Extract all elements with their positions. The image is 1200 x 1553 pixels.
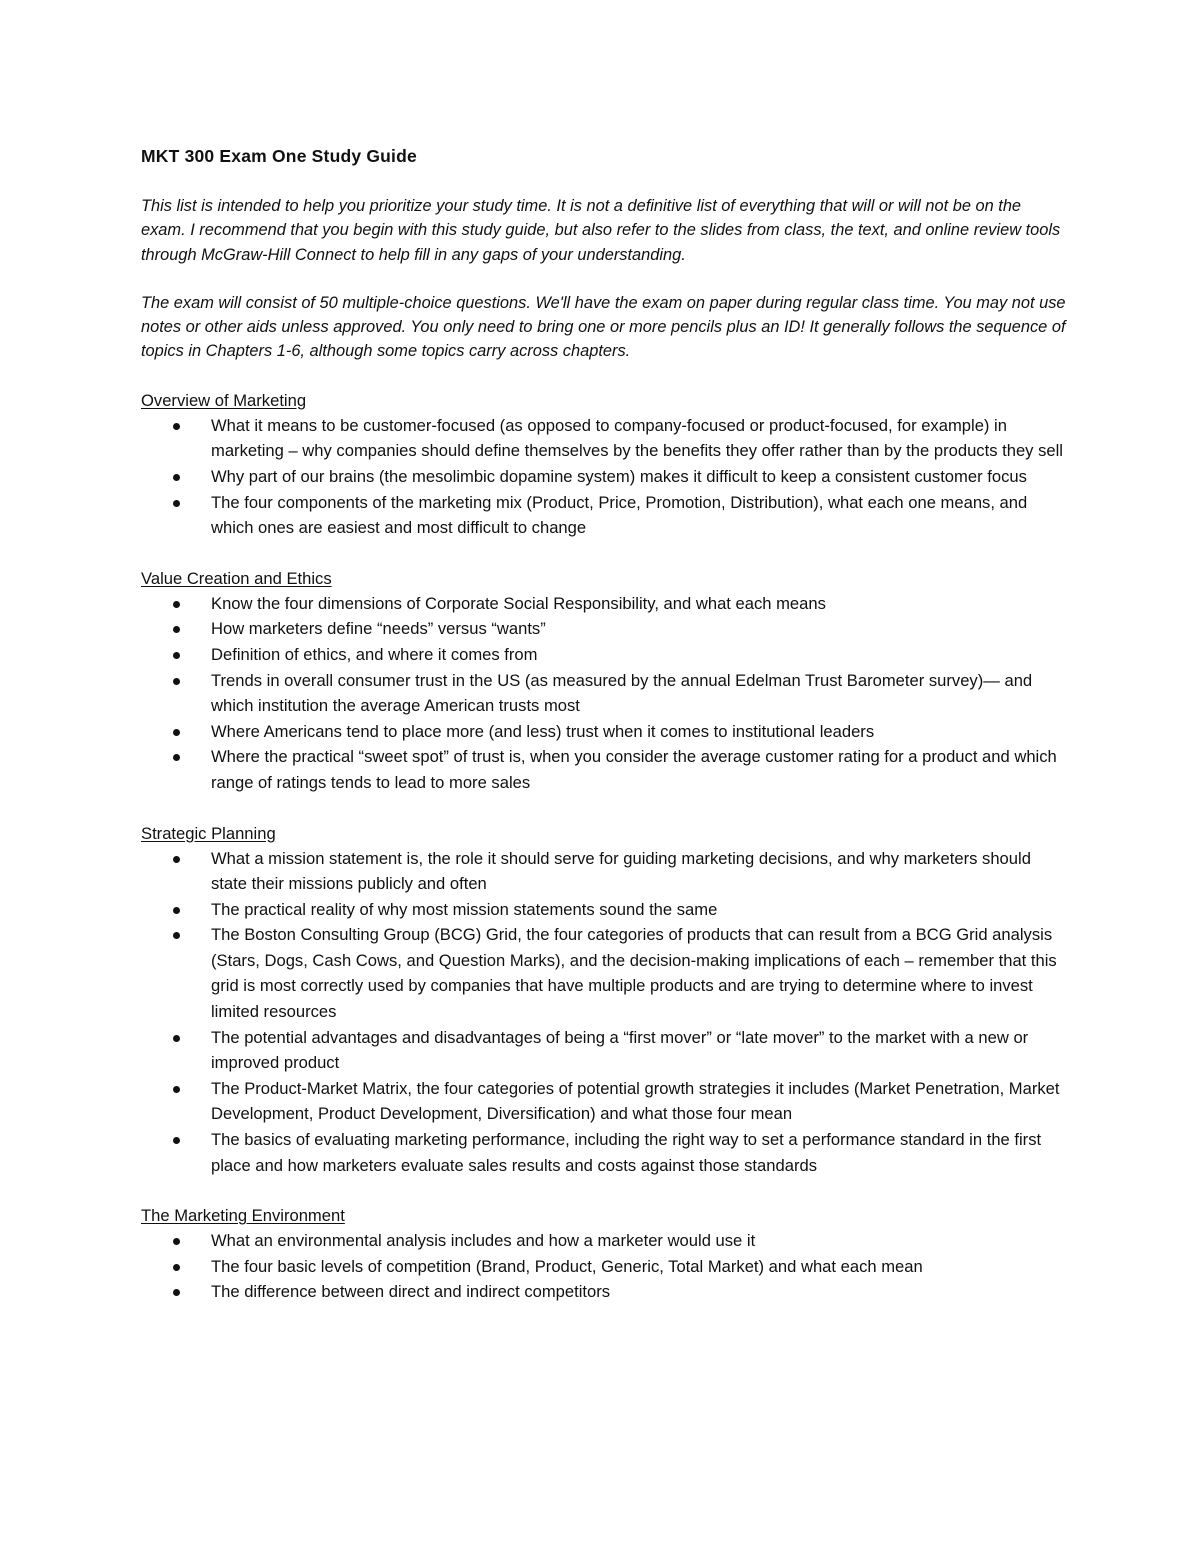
bullet-icon <box>173 754 180 761</box>
bullet-item <box>141 1127 1066 1178</box>
section-overview-of-marketing <box>141 388 1066 541</box>
bullet-text: The four basic levels of competition (Brand, Product, Generic, Total Market) and what each mean <box>211 1256 923 1276</box>
bullet-text: Where the practical “sweet spot” of trust is, when you consider the average customer rating for a product and which range of ratings tends to lead to more sales <box>211 747 1057 792</box>
bullet-text: The difference between direct and indirect competitors <box>211 1282 611 1302</box>
bullet-text: What it means to be customer-focused (as opposed to company-focused or product-focused, for example) in marketing – why companies should define themselves by the benefits they offer rather than by the products they sell <box>211 415 1063 461</box>
section-marketing-environment <box>141 1203 1066 1305</box>
bullet-text: What an environmental analysis includes and how a marketer would use it <box>211 1231 756 1251</box>
intro-paragraph: This list is intended to help you prioritize your study time. It is not a definitive list of everything that will or will not be on the exam. I recommend that you begin with this study guide, but also refer to the slides from class, the text, and online review tools through McGraw-Hill Connect to help fill in any gaps of your understanding. <box>141 197 1061 264</box>
bullet-list <box>141 1228 1066 1305</box>
bullet-icon <box>173 652 180 659</box>
bullet-item <box>141 591 1066 617</box>
bullet-icon <box>173 907 180 914</box>
bullet-text: The basics of evaluating marketing performance, including the right way to set a performance standard in the first place and how marketers evaluate sales results and costs against those standards <box>211 1130 1042 1175</box>
bullet-icon <box>173 1137 180 1144</box>
bullet-text: The four components of the marketing mix (Product, Price, Promotion, Distribution), what each one means, and which ones are easiest and most difficult to change <box>211 492 1028 538</box>
bullet-item <box>141 642 1066 668</box>
bullet-item <box>141 413 1066 464</box>
bullet-item <box>141 897 1066 923</box>
bullet-text: The Product-Market Matrix, the four categories of potential growth strategies it includes (Market Penetration, Market Development, Product Development, Diversification) and what those four mean <box>211 1078 1060 1124</box>
bullet-item <box>141 1254 1066 1280</box>
bullet-icon <box>173 601 180 608</box>
section-strategic-planning <box>141 821 1066 1179</box>
bullet-text: The potential advantages and disadvantages of being a “first mover” or “late mover” to the market with a new or improved product <box>211 1027 1029 1073</box>
bullet-item <box>141 490 1066 541</box>
bullet-text: Trends in overall consumer trust in the US (as measured by the annual Edelman Trust Barometer survey)— and which institution the average American trusts most <box>211 670 1033 716</box>
bullet-icon <box>173 1289 180 1296</box>
bullet-item <box>141 1279 1066 1305</box>
bullet-icon <box>173 856 180 863</box>
bullet-icon <box>173 1086 180 1093</box>
document-body <box>141 144 1066 1330</box>
bullet-text: Definition of ethics, and where it comes from <box>211 644 538 664</box>
bullet-icon <box>173 1264 180 1271</box>
section-heading: Value Creation and Ethics <box>141 568 332 588</box>
bullet-icon <box>173 729 180 736</box>
bullet-item <box>141 616 1066 642</box>
bullet-item <box>141 464 1066 490</box>
bullet-icon <box>173 1238 180 1245</box>
bullet-text: The practical reality of why most mission statements sound the same <box>211 899 718 919</box>
bullet-list <box>141 591 1066 796</box>
bullet-item <box>141 846 1066 897</box>
bullet-text: What a mission statement is, the role it should serve for guiding marketing decisions, and why marketers should state their missions publicly and often <box>211 848 1031 894</box>
bullet-item <box>141 744 1066 795</box>
bullet-icon <box>173 626 180 633</box>
bullet-text: How marketers define “needs” versus “wants” <box>211 619 546 639</box>
bullet-item <box>141 1228 1066 1254</box>
bullet-icon <box>173 423 180 430</box>
section-heading: The Marketing Environment <box>141 1206 345 1226</box>
bullet-item <box>141 668 1066 719</box>
bullet-item <box>141 719 1066 745</box>
bullet-icon <box>173 932 180 939</box>
bullet-icon <box>173 678 180 685</box>
bullet-list <box>141 413 1066 541</box>
bullet-text: The Boston Consulting Group (BCG) Grid, the four categories of products that can result from a BCG Grid analysis (Stars, Dogs, Cash Cows, and Question Marks), and the decision-making implications of each – remember that this grid is most correctly used by companies that have multiple products and are trying to determine where to invest limited resources <box>211 925 1057 1022</box>
exam-format-paragraph: The exam will consist of 50 multiple-choice questions. We'll have the exam on paper during regular class time. You may not use notes or other aids unless approved. You only need to bring one or more pencils plus an ID! It generally follows the sequence of topics in Chapters 1-6, although some topics carry across chapters. <box>141 293 1066 361</box>
section-value-creation-and-ethics <box>141 566 1066 796</box>
bullet-text: Where Americans tend to place more (and less) trust when it comes to institutional leaders <box>211 721 875 741</box>
bullet-icon <box>173 474 180 481</box>
bullet-text: Why part of our brains (the mesolimbic dopamine system) makes it difficult to keep a consistent customer focus <box>211 466 1027 486</box>
bullet-icon <box>173 1035 180 1042</box>
bullet-item <box>141 1025 1066 1076</box>
bullet-list <box>141 846 1066 1179</box>
bullet-item <box>141 922 1066 1024</box>
bullet-item <box>141 1076 1066 1127</box>
document-title: MKT 300 Exam One Study Guide <box>141 146 417 166</box>
section-heading: Strategic Planning <box>141 823 276 843</box>
bullet-text: Know the four dimensions of Corporate Social Responsibility, and what each means <box>211 593 826 613</box>
section-heading: Overview of Marketing <box>141 390 307 410</box>
bullet-icon <box>173 500 180 507</box>
